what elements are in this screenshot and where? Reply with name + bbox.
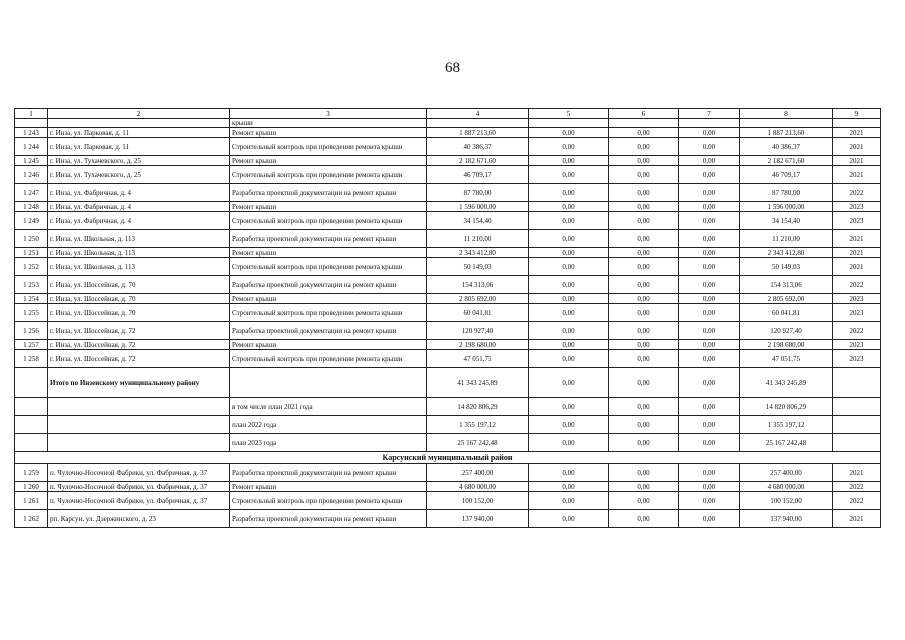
amount-fund-cell: 2 343 412,80 — [740, 248, 833, 258]
amount-fund-cell: 100 152,00 — [740, 492, 833, 510]
amount-cell: 0,00 — [609, 212, 679, 230]
address-cell: г. Инза, ул. Парковая, д. 11 — [48, 138, 230, 156]
column-number: 5 — [529, 109, 609, 119]
year-cell: 2022 — [833, 184, 881, 202]
amount-cell: 0,00 — [609, 166, 679, 184]
table-row — [15, 322, 881, 340]
amount-cell: 0,00 — [679, 128, 740, 138]
amount-cell: 0,00 — [679, 482, 740, 492]
address-cell: г. Инза, ул. Парковая, д. 11 — [48, 128, 230, 138]
amount-fund-cell: 4 680 000,00 — [740, 482, 833, 492]
section-title: Карсунский муниципальный район — [15, 452, 881, 464]
address-cell: г. Инза, ул. Школьная, д. 113 — [48, 248, 230, 258]
amount-fund-cell: 154 313,06 — [740, 276, 833, 294]
address-cell: п. Чулочно-Носочной Фабрики, ул. Фабричная, д. 37 — [48, 464, 230, 482]
empty-cell — [15, 398, 48, 416]
address-cell: г. Инза, ул. Фабричная, д. 4 — [48, 212, 230, 230]
amount-cell: 0,00 — [679, 510, 740, 528]
section-row — [15, 452, 881, 464]
address-cell: г. Инза, ул. Тухачевского, д. 25 — [48, 166, 230, 184]
work-type-cell: Строительный контроль при проведении ремонта крыши — [230, 166, 427, 184]
amount-total-cell: 1 887 213,60 — [427, 128, 529, 138]
amount-cell: 0,00 — [529, 184, 609, 202]
total-label: Итого по Инзенскому муниципальному району — [48, 368, 230, 398]
work-type-cell: Ремонт крыши — [230, 128, 427, 138]
amount-fund-cell: 47 051,75 — [740, 350, 833, 368]
amount-cell: 0,00 — [609, 156, 679, 166]
work-type-cell: Ремонт крыши — [230, 482, 427, 492]
year-cell: 2023 — [833, 350, 881, 368]
empty-cell — [230, 368, 427, 398]
amount-cell: 0,00 — [529, 464, 609, 482]
column-number: 3 — [230, 109, 427, 119]
address-cell: г. Инза, ул. Шоссейная, д. 72 — [48, 340, 230, 350]
row-number: 1 253 — [15, 276, 48, 294]
amount-cell: 0,00 — [529, 248, 609, 258]
amount-cell: 0,00 — [609, 322, 679, 340]
continuation-row — [15, 119, 881, 128]
address-cell: г. Инза, ул. Шоссейная, д. 70 — [48, 304, 230, 322]
total-amount-cell: 41 343 245,89 — [427, 368, 529, 398]
amount-total-cell: 40 386,37 — [427, 138, 529, 156]
work-type-cell: Разработка проектной документации на ремонт крыши — [230, 184, 427, 202]
amount-cell: 0,00 — [529, 350, 609, 368]
table-row — [15, 276, 881, 294]
year-cell: 2021 — [833, 138, 881, 156]
column-number: 4 — [427, 109, 529, 119]
row-number: 1 260 — [15, 482, 48, 492]
amount-cell: 0,00 — [529, 212, 609, 230]
amount-cell: 0,00 — [609, 350, 679, 368]
work-type-cell: Ремонт крыши — [230, 248, 427, 258]
amount-fund-cell: 137 940,00 — [740, 510, 833, 528]
plan-amount-cell: 14 820 806,29 — [427, 398, 529, 416]
empty-cell — [833, 368, 881, 398]
amount-cell: 0,00 — [529, 304, 609, 322]
empty-cell — [833, 434, 881, 452]
year-cell: 2023 — [833, 294, 881, 304]
table-row — [15, 128, 881, 138]
empty-cell — [15, 434, 48, 452]
plan-amount-cell: 0,00 — [529, 434, 609, 452]
table-row — [15, 184, 881, 202]
amount-fund-cell: 2 805 692,00 — [740, 294, 833, 304]
amount-total-cell: 120 927,40 — [427, 322, 529, 340]
year-cell: 2021 — [833, 166, 881, 184]
empty-cell — [15, 416, 48, 434]
plan-row — [15, 398, 881, 416]
amount-cell: 0,00 — [609, 276, 679, 294]
plan-amount-cell: 1 355 197,12 — [740, 416, 833, 434]
row-number: 1 243 — [15, 128, 48, 138]
row-number: 1 247 — [15, 184, 48, 202]
table-row — [15, 202, 881, 212]
amount-cell: 0,00 — [529, 322, 609, 340]
table-row — [15, 156, 881, 166]
amount-total-cell: 137 940,00 — [427, 510, 529, 528]
table-row — [15, 510, 881, 528]
row-number: 1 252 — [15, 258, 48, 276]
table-row — [15, 138, 881, 156]
plan-label: план 2023 года — [230, 434, 427, 452]
year-cell: 2021 — [833, 510, 881, 528]
amount-cell: 0,00 — [609, 202, 679, 212]
year-cell: 2023 — [833, 304, 881, 322]
amount-cell: 0,00 — [609, 258, 679, 276]
amount-cell: 0,00 — [609, 230, 679, 248]
year-cell: 2021 — [833, 230, 881, 248]
amount-total-cell: 60 041,81 — [427, 304, 529, 322]
table-row — [15, 340, 881, 350]
column-number: 9 — [833, 109, 881, 119]
table-row — [15, 482, 881, 492]
amount-cell: 0,00 — [609, 340, 679, 350]
work-type-cell: Строительный контроль при проведении ремонта крыши — [230, 212, 427, 230]
address-cell: г. Инза, ул. Шоссейная, д. 72 — [48, 350, 230, 368]
row-number: 1 249 — [15, 212, 48, 230]
work-type-cell: Строительный контроль при проведении ремонта крыши — [230, 258, 427, 276]
empty-cell — [48, 434, 230, 452]
amount-cell: 0,00 — [529, 202, 609, 212]
row-number: 1 258 — [15, 350, 48, 368]
amount-fund-cell: 50 149,03 — [740, 258, 833, 276]
empty-cell — [48, 416, 230, 434]
row-number: 1 254 — [15, 294, 48, 304]
year-cell: 2022 — [833, 482, 881, 492]
amount-total-cell: 1 596 000,00 — [427, 202, 529, 212]
column-number: 8 — [740, 109, 833, 119]
amount-fund-cell: 2 182 671,60 — [740, 156, 833, 166]
table-row — [15, 248, 881, 258]
year-cell: 2022 — [833, 492, 881, 510]
amount-cell: 0,00 — [609, 510, 679, 528]
row-number: 1 262 — [15, 510, 48, 528]
amount-cell: 0,00 — [609, 138, 679, 156]
work-type-cell: Разработка проектной документации на ремонт крыши — [230, 510, 427, 528]
plan-row — [15, 434, 881, 452]
amount-cell: 0,00 — [679, 248, 740, 258]
amount-cell: 0,00 — [529, 258, 609, 276]
amount-total-cell: 46 709,17 — [427, 166, 529, 184]
work-type-cell: Ремонт крыши — [230, 156, 427, 166]
amount-total-cell: 4 680 000,00 — [427, 482, 529, 492]
amount-fund-cell: 34 154,40 — [740, 212, 833, 230]
plan-amount-cell: 0,00 — [529, 416, 609, 434]
table-row — [15, 350, 881, 368]
empty-cell — [48, 398, 230, 416]
amount-cell: 0,00 — [679, 212, 740, 230]
table-row — [15, 304, 881, 322]
amount-cell: 0,00 — [679, 350, 740, 368]
plan-amount-cell: 1 355 197,12 — [427, 416, 529, 434]
year-cell: 2023 — [833, 340, 881, 350]
work-type-cell: Строительный контроль при проведении ремонта крыши — [230, 492, 427, 510]
row-number: 1 256 — [15, 322, 48, 340]
address-cell: г. Инза, ул. Фабричная, д. 4 — [48, 184, 230, 202]
amount-cell: 0,00 — [679, 304, 740, 322]
amount-cell: 0,00 — [679, 258, 740, 276]
amount-fund-cell: 46 709,17 — [740, 166, 833, 184]
amount-cell: 0,00 — [529, 276, 609, 294]
plan-row — [15, 416, 881, 434]
amount-cell: 0,00 — [679, 138, 740, 156]
column-number: 1 — [15, 109, 48, 119]
work-type-cell: Разработка проектной документации на ремонт крыши — [230, 230, 427, 248]
plan-label: в том числе план 2021 года — [230, 398, 427, 416]
amount-fund-cell: 2 198 680,00 — [740, 340, 833, 350]
total-amount-cell: 41 343 245,89 — [740, 368, 833, 398]
amount-total-cell: 11 210,00 — [427, 230, 529, 248]
plan-amount-cell: 0,00 — [529, 398, 609, 416]
amount-cell: 0,00 — [609, 304, 679, 322]
table-row — [15, 166, 881, 184]
amount-cell: 0,00 — [679, 156, 740, 166]
amount-cell: 0,00 — [529, 138, 609, 156]
plan-label: план 2022 года — [230, 416, 427, 434]
row-number: 1 255 — [15, 304, 48, 322]
plan-amount-cell: 14 820 806,29 — [740, 398, 833, 416]
amount-total-cell: 87 780,00 — [427, 184, 529, 202]
amount-cell: 0,00 — [679, 340, 740, 350]
amount-total-cell: 154 313,06 — [427, 276, 529, 294]
amount-cell: 0,00 — [609, 464, 679, 482]
amount-cell: 0,00 — [679, 276, 740, 294]
column-number: 6 — [609, 109, 679, 119]
amount-total-cell: 2 343 412,80 — [427, 248, 529, 258]
continuation-text: крыши — [230, 119, 427, 128]
column-number-row — [15, 109, 881, 119]
year-cell: 2021 — [833, 464, 881, 482]
year-cell: 2021 — [833, 258, 881, 276]
address-cell: г. Инза, ул. Шоссейная, д. 70 — [48, 276, 230, 294]
plan-amount-cell: 0,00 — [679, 416, 740, 434]
table-row — [15, 230, 881, 248]
amount-fund-cell: 87 780,00 — [740, 184, 833, 202]
amount-cell: 0,00 — [529, 166, 609, 184]
row-number: 1 250 — [15, 230, 48, 248]
work-type-cell: Ремонт крыши — [230, 202, 427, 212]
table-row — [15, 294, 881, 304]
amount-cell: 0,00 — [679, 322, 740, 340]
row-number: 1 244 — [15, 138, 48, 156]
row-number: 1 261 — [15, 492, 48, 510]
amount-cell: 0,00 — [529, 340, 609, 350]
register-table — [14, 108, 881, 528]
amount-cell: 0,00 — [609, 184, 679, 202]
plan-amount-cell: 25 167 242,48 — [427, 434, 529, 452]
amount-fund-cell: 40 386,37 — [740, 138, 833, 156]
empty-cell — [833, 398, 881, 416]
amount-fund-cell: 120 927,40 — [740, 322, 833, 340]
row-number: 1 257 — [15, 340, 48, 350]
work-type-cell: Строительный контроль при проведении ремонта крыши — [230, 138, 427, 156]
year-cell: 2021 — [833, 128, 881, 138]
page-number: 68 — [445, 60, 460, 76]
plan-amount-cell: 0,00 — [609, 398, 679, 416]
address-cell: п. Чулочно-Носочной Фабрики, ул. Фабричная, д. 37 — [48, 482, 230, 492]
amount-fund-cell: 11 210,00 — [740, 230, 833, 248]
amount-cell: 0,00 — [679, 464, 740, 482]
address-cell: г. Инза, ул. Фабричная, д. 4 — [48, 202, 230, 212]
year-cell: 2021 — [833, 248, 881, 258]
amount-cell: 0,00 — [529, 156, 609, 166]
work-type-cell: Строительный контроль при проведении ремонта крыши — [230, 304, 427, 322]
address-cell: г. Инза, ул. Школьная, д. 113 — [48, 258, 230, 276]
year-cell: 2022 — [833, 276, 881, 294]
amount-cell: 0,00 — [529, 294, 609, 304]
plan-amount-cell: 0,00 — [609, 434, 679, 452]
amount-cell: 0,00 — [609, 482, 679, 492]
amount-cell: 0,00 — [609, 248, 679, 258]
row-number: 1 259 — [15, 464, 48, 482]
amount-cell: 0,00 — [679, 294, 740, 304]
table-row — [15, 464, 881, 482]
column-number: 2 — [48, 109, 230, 119]
amount-cell: 0,00 — [529, 230, 609, 248]
amount-cell: 0,00 — [679, 202, 740, 212]
amount-cell: 0,00 — [529, 482, 609, 492]
year-cell: 2022 — [833, 322, 881, 340]
table-row — [15, 258, 881, 276]
work-type-cell: Разработка проектной документации на ремонт крыши — [230, 464, 427, 482]
work-type-cell: Строительный контроль при проведении ремонта крыши — [230, 350, 427, 368]
work-type-cell: Ремонт крыши — [230, 340, 427, 350]
year-cell: 2021 — [833, 156, 881, 166]
year-cell: 2023 — [833, 212, 881, 230]
row-number: 1 246 — [15, 166, 48, 184]
amount-total-cell: 47 051,75 — [427, 350, 529, 368]
amount-fund-cell: 60 041,81 — [740, 304, 833, 322]
row-number: 1 251 — [15, 248, 48, 258]
address-cell: п. Чулочно-Носочной Фабрики, ул. Фабричная, д. 37 — [48, 492, 230, 510]
amount-total-cell: 100 152,00 — [427, 492, 529, 510]
address-cell: г. Инза, ул. Шоссейная, д. 72 — [48, 322, 230, 340]
address-cell: рп. Карсун, ул. Дзержинского, д. 23 — [48, 510, 230, 528]
total-amount-cell: 0,00 — [609, 368, 679, 398]
address-cell: г. Инза, ул. Школьная, д. 113 — [48, 230, 230, 248]
year-cell: 2023 — [833, 202, 881, 212]
row-number: 1 248 — [15, 202, 48, 212]
amount-cell: 0,00 — [609, 294, 679, 304]
amount-cell: 0,00 — [609, 128, 679, 138]
amount-total-cell: 2 805 692,00 — [427, 294, 529, 304]
column-number: 7 — [679, 109, 740, 119]
amount-cell: 0,00 — [529, 510, 609, 528]
amount-cell: 0,00 — [679, 492, 740, 510]
amount-total-cell: 2 198 680,00 — [427, 340, 529, 350]
plan-amount-cell: 25 167 242,48 — [740, 434, 833, 452]
work-type-cell: Разработка проектной документации на ремонт крыши — [230, 322, 427, 340]
amount-cell: 0,00 — [679, 184, 740, 202]
amount-fund-cell: 1 596 000,00 — [740, 202, 833, 212]
empty-cell — [15, 368, 48, 398]
amount-total-cell: 257 400,00 — [427, 464, 529, 482]
total-amount-cell: 0,00 — [679, 368, 740, 398]
work-type-cell: Разработка проектной документации на ремонт крыши — [230, 276, 427, 294]
amount-fund-cell: 1 887 213,60 — [740, 128, 833, 138]
plan-amount-cell: 0,00 — [679, 398, 740, 416]
empty-cell — [833, 416, 881, 434]
amount-total-cell: 34 154,40 — [427, 212, 529, 230]
total-amount-cell: 0,00 — [529, 368, 609, 398]
amount-cell: 0,00 — [679, 230, 740, 248]
amount-cell: 0,00 — [679, 166, 740, 184]
amount-fund-cell: 257 400,00 — [740, 464, 833, 482]
table-row — [15, 212, 881, 230]
address-cell: г. Инза, ул. Тухачевского, д. 25 — [48, 156, 230, 166]
address-cell: г. Инза, ул. Шоссейная, д. 70 — [48, 294, 230, 304]
table-row — [15, 492, 881, 510]
amount-total-cell: 50 149,03 — [427, 258, 529, 276]
amount-cell: 0,00 — [529, 128, 609, 138]
total-row — [15, 368, 881, 398]
plan-amount-cell: 0,00 — [609, 416, 679, 434]
amount-cell: 0,00 — [609, 492, 679, 510]
row-number: 1 245 — [15, 156, 48, 166]
plan-amount-cell: 0,00 — [679, 434, 740, 452]
amount-cell: 0,00 — [529, 492, 609, 510]
work-type-cell: Ремонт крыши — [230, 294, 427, 304]
amount-total-cell: 2 182 671,60 — [427, 156, 529, 166]
